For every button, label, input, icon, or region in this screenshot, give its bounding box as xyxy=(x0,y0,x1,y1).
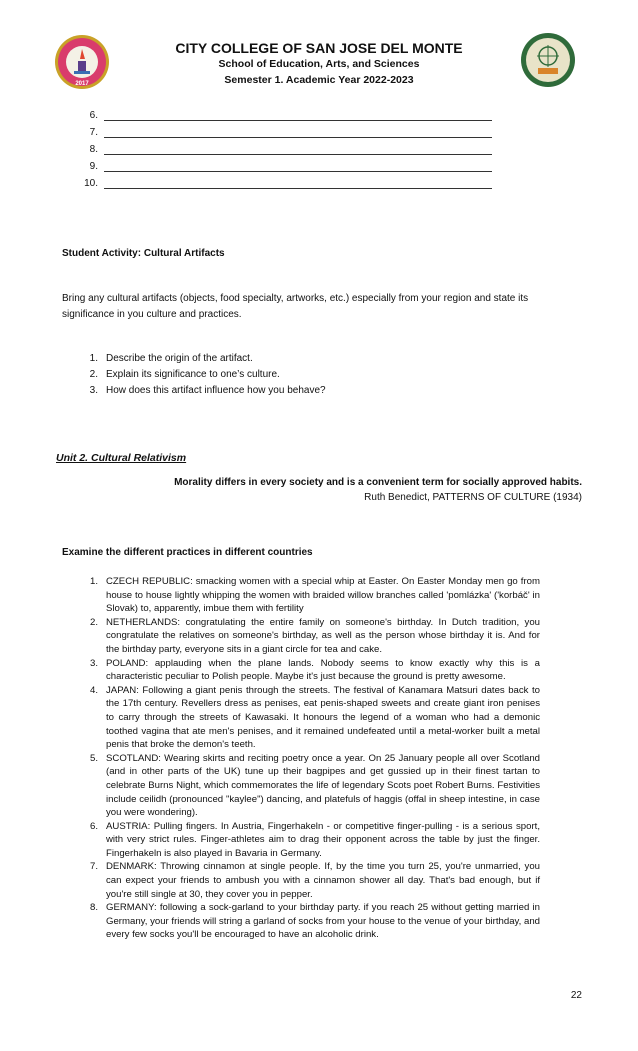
examine-heading: Examine the different practices in different countries xyxy=(62,547,313,558)
list-item: 3. POLAND: applauding when the plane lands. Nobody seems to know exactly why this is a characteristic peculiar to Polish people. Maybe it's just because the ground is pretty awesome. xyxy=(89,657,540,683)
quote-attribution: Ruth Benedict, PATTERNS OF CULTURE (1934) xyxy=(364,492,582,503)
seal-year-text: 2017 xyxy=(75,81,89,87)
list-item: 7. DENMARK: Throwing cinnamon at single people. If, by the time you turn 25, you're unmarried, you can expect your friends to ambush you with a cinnamon shower all day. That's bad enough, but if you're still single at 30, they cover you in pepper. xyxy=(89,861,540,900)
unit-quote: Morality differs in every society and is a convenient term for socially approved habits. xyxy=(174,477,582,488)
activity-questions xyxy=(62,351,542,399)
answer-line: 8. xyxy=(62,138,492,155)
answer-line: 7. xyxy=(62,121,492,138)
list-item: 4. JAPAN: Following a giant penis through the streets. The festival of Kanamara Matsuri dates back to the 17th century. Revellers dress as penises, eat penis-shaped sweets and create giant iron penises to carry through the streets of Kawasaki. It honours the legend of a woman who had a demonic toothed vagina that ate men's penises, and it remained undefeated until a metal-worker built a metal penis that broke the demon's teeth. xyxy=(89,684,540,751)
answer-lines xyxy=(62,104,492,189)
semester-text: Semester 1. Academic Year 2022-2023 xyxy=(224,74,414,86)
list-item: 5. SCOTLAND: Wearing skirts and reciting poetry once a year. On 25 January people all over Scotland (and in other parts of the UK) tune up their bagpipes and get gussied up in their finest tartan to celebrate Burns Night, which commemorates the life of legendary Scots poet Robert Burns. Festivities include ceilidh (pronounced "kaylee") dancing, and platefuls of haggis (offal in sheep intestine, in case you were wondering). xyxy=(89,752,540,819)
answer-line: 6. xyxy=(62,104,492,121)
list-item: 1. CZECH REPUBLIC: smacking women with a special whip at Easter. On Easter Monday men go from house to house lightly whipping the women with braided willow branches called 'pomlázka' ('korbáč' in Slovak) to, apparently, imbue them with fertility xyxy=(89,576,540,615)
college-name: CITY COLLEGE OF SAN JOSE DEL MONTE xyxy=(175,40,463,56)
unit-title: Unit 2. Cultural Relativism xyxy=(56,452,187,464)
list-item: 3. How does this artifact influence how you behave? xyxy=(89,385,326,396)
activity-instruction: Bring any cultural artifacts (objects, food specialty, artworks, etc.) especially from your region and state its significance in you culture and practices. xyxy=(62,293,529,320)
practices-list xyxy=(62,575,540,942)
list-item: 8. GERMANY: following a sock-garland to your birthday party. if you reach 25 without getting married in Germany, your friends will string a garland of socks from your house to the venue of your birthday, and every few socks you'll be encouraged to have an alcoholic drink. xyxy=(89,902,540,941)
school-name: School of Education, Arts, and Sciences xyxy=(218,58,420,70)
list-item: 2. NETHERLANDS: congratulating the entire family on someone's birthday. In Dutch tradition, you congratulate the relatives on someone's birthday, as well as the person whose birthday it is. And for the birthday party, everyone sits in a giant circle for tea and cake. xyxy=(89,616,540,655)
page-number: 22 xyxy=(570,990,582,1001)
list-item: 1. Describe the origin of the artifact. xyxy=(89,353,253,364)
list-item: 2. Explain its significance to one’s culture. xyxy=(89,369,280,380)
answer-line: 9. xyxy=(62,155,492,172)
activity-heading: Student Activity: Cultural Artifacts xyxy=(62,248,225,259)
list-item: 6. AUSTRIA: Pulling fingers. In Austria, Fingerhakeln - or competitive finger-pulling - is a serious sport, with very strict rules. Finger-athletes aim to drag their opponent across the table by just the finger. Fingerhakeln is also played in Bavaria in Germany. xyxy=(89,820,540,859)
answer-line: 10. xyxy=(62,172,492,189)
